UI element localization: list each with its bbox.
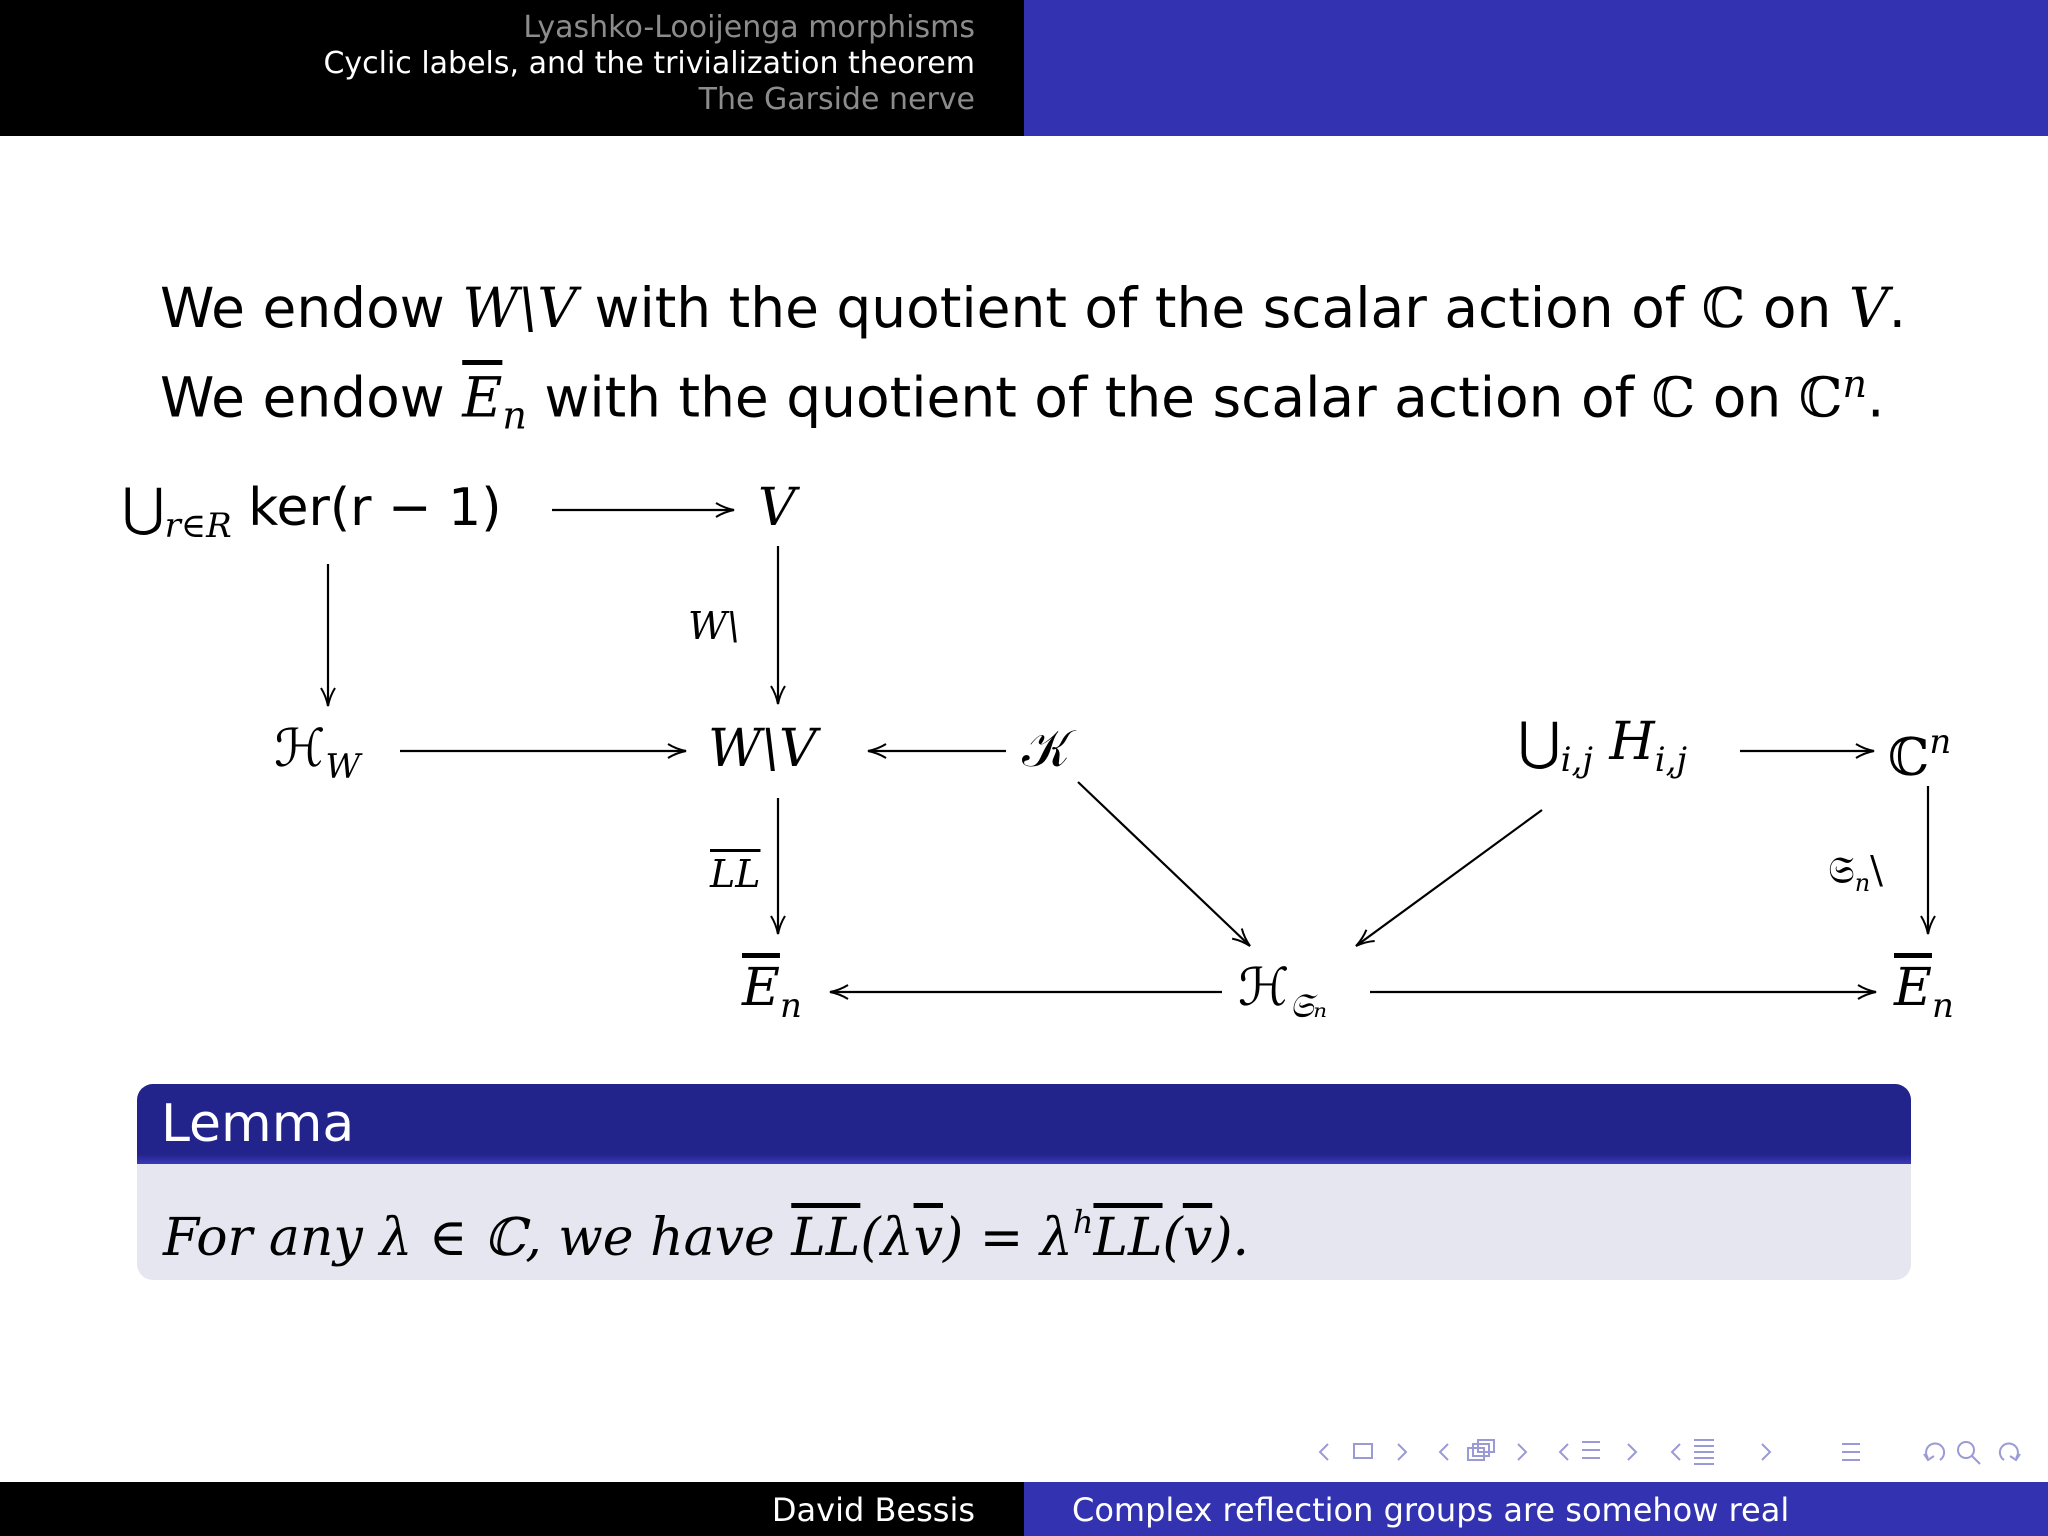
arrow-left-icon [1320,1444,1328,1460]
node-sup: n [1929,722,1952,762]
search-icon[interactable] [1958,1442,1980,1464]
node-text: ker(r − 1) [231,478,502,538]
text-run: . [1888,276,1907,340]
arrow-right-icon [1762,1444,1770,1460]
arrow-right-icon [1398,1444,1406,1460]
node-sub: n [779,986,802,1026]
text-run: with the quotient of the scalar action of [577,276,1702,340]
label-quotient-Sn [1828,848,1883,905]
calligraphic-H: ℋ [1238,958,1290,1018]
math-V: V [1848,276,1889,340]
node-HSn [1238,958,1327,1036]
label-text: \ [1870,848,1883,892]
redo-icon[interactable] [2000,1443,2020,1460]
text-run: on [1745,276,1849,340]
text-run: with the quotient of the scalar action of [526,365,1652,430]
lemma-body [137,1164,1911,1280]
math-sup-n: n [1842,362,1867,406]
math-C: ℂ [1701,276,1746,340]
section-icon [1582,1442,1600,1458]
math-sup-h: h [1072,1203,1094,1241]
text-run: For any λ ∈ ℂ, we have [163,1208,792,1268]
nav-section-3[interactable]: The Garside nerve [698,82,975,117]
label-sub: n [1854,869,1871,897]
text-run: We endow [160,276,463,340]
text-run: ). [1212,1208,1250,1268]
text-run: . [1867,365,1885,430]
nav-document-group[interactable] [1672,1440,1770,1464]
arrow-left-icon [1560,1444,1568,1460]
arrow-unionH-to-HSn [1356,810,1542,946]
node-union-ker [122,478,502,556]
undo-icon[interactable] [1924,1443,1944,1460]
math-sub-n: n [502,393,527,438]
bigcup-symbol: ⋃ [1518,712,1561,772]
text-run: We endow [160,365,463,430]
footer-title: Complex reflection groups are somehow real [1072,1491,1790,1529]
subsection-icon [1468,1440,1494,1460]
node-K: 𝒦 [1022,719,1071,779]
math-v-bar: $\overline{v}$ [913,1208,943,1268]
label-LL: $\overline{LL}$ [710,852,761,896]
text-run: ( [1162,1208,1183,1268]
node-union-H [1518,712,1687,790]
arrow-left-icon [1440,1444,1448,1460]
text-run: on [1695,365,1799,430]
math-LL: $\overline{LL}$ [791,1208,861,1268]
nav-section-group[interactable] [1560,1442,1636,1460]
node-sub: 𝔖ₙ [1289,986,1328,1026]
arrow-left-icon [1672,1444,1680,1460]
arrow-K-to-HSn [1078,782,1250,946]
node-En-left [742,958,802,1036]
node-HW [274,719,360,797]
math-C: ℂ [1651,365,1696,430]
calligraphic-H: ℋ [274,719,326,779]
node-sub: W [325,747,361,787]
node-sub: n [1931,986,1954,1026]
lemma-title: Lemma [137,1084,1911,1164]
nav-subsection-group[interactable] [1440,1440,1526,1460]
math-WV: W\V [462,276,577,340]
node-Cn [1888,712,1951,788]
math-En-bar: $\overline{E}$ [462,365,503,430]
nav-icons-svg [1310,1432,2040,1472]
math-v-bar: $\overline{v}$ [1182,1208,1213,1268]
blackboard-C: ℂ [1888,728,1930,788]
fraktur-S: 𝔖 [1828,848,1855,892]
node-sub: r∈R [164,506,232,546]
frame-icon [1354,1444,1372,1458]
beamer-navigation-bar [1310,1432,2040,1472]
label-quotient-W: W\ [688,604,740,648]
node-text: H [1592,712,1655,772]
nav-section-current[interactable]: Cyclic labels, and the trivialization theorem [323,46,975,81]
math-LL: $\overline{LL}$ [1093,1208,1163,1268]
math-Cn: ℂ [1798,365,1843,430]
document-icon [1694,1440,1714,1464]
text-run: (λ [860,1208,914,1268]
align-icon[interactable] [1842,1444,1860,1460]
nav-section-1[interactable]: Lyashko-Looijenga morphisms [523,10,975,45]
node-sub: i,j [1560,740,1593,780]
footer-author: David Bessis [771,1491,975,1529]
node-sub: i,j [1654,740,1688,780]
node-WV: W\V [708,719,817,779]
node-En-right [1894,958,1954,1036]
text-run: ) = λ [942,1208,1073,1268]
arrow-right-icon [1628,1444,1636,1460]
E-bar: $\overline{E}$ [742,958,780,1018]
arrow-right-icon [1518,1444,1526,1460]
lemma-block [137,1084,1911,1280]
bigcup-symbol: ⋃ [122,478,165,538]
E-bar: $\overline{E}$ [1894,958,1932,1018]
node-V: V [758,478,796,538]
nav-frame-group[interactable] [1320,1444,1406,1460]
